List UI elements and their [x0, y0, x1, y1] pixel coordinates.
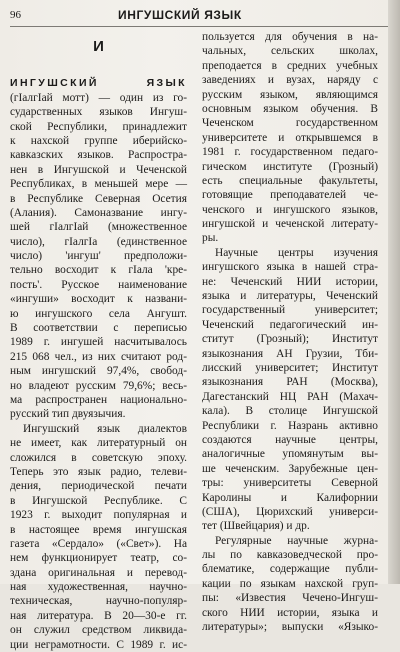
- text-line: ная литература. В 20—30-е гг.: [10, 609, 187, 622]
- text-line: тельно восходит к гIала 'кре-: [10, 264, 187, 277]
- text-line: 1989 г. ингушей насчитывалось: [10, 336, 187, 349]
- text-line: гическом институте (Грозный): [202, 160, 378, 173]
- text-line: нен в Ингушской и Чеченской: [10, 163, 187, 176]
- column-left: [10, 30, 187, 652]
- text-line: чальных, сельских школах,: [202, 45, 378, 58]
- text-line: создаются научные центры,: [202, 433, 378, 446]
- text-line: число) 'ингуш' предположи-: [10, 250, 187, 263]
- text-line: блематике, содержащие публи-: [202, 563, 378, 576]
- entry-title: ИНГУШСКИЙ ЯЗЫК: [10, 77, 187, 90]
- text-line: русский тип двуязычия.: [10, 408, 126, 421]
- text-line: ным ингушский 97,4%, свобод-: [10, 365, 187, 378]
- text-line: ской Республики, принадлежит: [10, 120, 187, 133]
- text-line: языкознания РАН (Москва),: [202, 376, 378, 389]
- text-line: здана оригинальная и перевод-: [10, 566, 187, 579]
- text-line: Чеченский педагогический ин-: [202, 318, 378, 331]
- text-line: ции неграмотности. С 1989 г. ис-: [10, 638, 187, 651]
- text-line: университете и открывшемся в: [202, 131, 378, 144]
- text-line: число), гIалгIа (единственное: [10, 235, 187, 248]
- text-line: аналогичные упомянутым вы-: [202, 448, 378, 461]
- text-line: 1981 г. государственном педаго-: [202, 146, 378, 159]
- text-line: но владеют русским 79,6%; весь-: [10, 379, 187, 392]
- text-line: ма распространен национально-: [10, 394, 187, 406]
- text-line: «ингуши» восходит к названи-: [10, 293, 187, 306]
- text-line: 215 068 чел., из них считают род-: [10, 350, 187, 363]
- text-line: Дагестанский НЦ РАН (Махач-: [202, 390, 378, 403]
- text-line: лы по кавказоведческой про-: [202, 549, 378, 562]
- text-line: сложился в советскую эпоху.: [10, 451, 187, 464]
- text-line: ю ингушского села Ангушт.: [10, 307, 187, 320]
- text-line: ная художественная, научно-: [10, 581, 187, 594]
- text-line: тры: университеты Северной: [202, 477, 378, 490]
- text-line: заведениях и вузах, наряду с: [202, 74, 378, 87]
- text-line: Ингушский язык диалектов: [23, 422, 187, 435]
- text-line: не имеет, как литературный он: [10, 437, 187, 450]
- text-line: литературы»; выпуски «Языко-: [202, 621, 378, 634]
- text-line: языкознания АН Грузии, Тби-: [202, 347, 378, 360]
- text-line: ингушской и чеченской литерату-: [202, 218, 378, 231]
- text-line: тет (Швейцария) и др.: [202, 520, 310, 533]
- text-line: пы: «Известия Чечено-Ингуш-: [202, 592, 378, 605]
- text-line: 1923 г. выходит популярная и: [10, 509, 187, 522]
- text-line: Научные центры изучения: [215, 246, 378, 259]
- text-line: есть специальные факультеты,: [202, 174, 378, 187]
- text-line: ингушского языка в нашей стра-: [202, 261, 378, 274]
- text-line: русским языком, являющимся: [202, 88, 378, 101]
- running-head: ИНГУШСКИЙ ЯЗЫК: [118, 8, 242, 22]
- text-line: языка и литературы, Чеченский: [202, 290, 378, 303]
- page-header: [10, 6, 388, 27]
- text-line: кала). В столице Ингушской: [202, 405, 378, 418]
- text-line: кавказских языков. Распростра-: [10, 149, 187, 162]
- text-line: техническая, научно-популяр-: [10, 595, 187, 608]
- text-line: ститут (Грозный); Институт: [202, 333, 378, 346]
- column-right-text: [202, 30, 378, 634]
- text-line: государственный университет;: [202, 304, 378, 317]
- text-line: сударственных языков Ингуш-: [10, 106, 187, 119]
- text-line: [10, 76, 187, 90]
- text-line: готовящие преподавателей че-: [202, 189, 378, 202]
- text-line: газета «Сердало» («Свет»). На: [10, 537, 187, 550]
- text-line: не: Чеченский НИИ истории,: [202, 275, 378, 288]
- book-spine-edge: [388, 0, 400, 584]
- text-line: в настоящее время ингушская: [10, 523, 187, 536]
- text-line: Чеченском государственном: [202, 117, 378, 130]
- text-line: Республиках, в меньшей мере —: [10, 178, 187, 191]
- text-line: Теперь это язык радио, телеви-: [10, 465, 187, 478]
- text-line: В соответствии с переписью: [10, 322, 187, 335]
- column-right: [202, 30, 378, 634]
- text-line: шей гIалгIай (множественное: [10, 221, 187, 234]
- text-line: Каролины и Калифорнии: [202, 491, 378, 504]
- text-line: в Республике Северная Осетия: [10, 192, 187, 205]
- text-line: ского НИИ истории, языка и: [202, 606, 378, 619]
- text-line: нем функционирует театр, со-: [10, 552, 187, 565]
- text-line: к нахской группе иберийско-: [10, 134, 187, 147]
- section-letter: И: [93, 38, 104, 55]
- text-line: в Ингушской Республике. С: [10, 494, 187, 507]
- column-left-text: [10, 76, 187, 652]
- text-line: пользуется для обучения в на-: [202, 31, 378, 43]
- page-number: 96: [10, 9, 21, 21]
- text-line: (США), Цюрихский универси-: [202, 505, 378, 518]
- text-line: ры.: [202, 232, 219, 245]
- text-line: Регулярные научные журна-: [215, 534, 378, 547]
- text-line: он служил средством ликвида-: [10, 624, 187, 637]
- text-line: дения, периодической печати: [10, 480, 187, 493]
- text-line: ше чеченским. Зарубежные цен-: [202, 462, 378, 475]
- text-line: ченского и ингушского языков,: [202, 203, 378, 216]
- text-line: пость'. Русское наименование: [10, 278, 187, 291]
- text-line: Республики г. Назрань активно: [202, 419, 378, 432]
- text-line: (Алания). Самоназвание ингу-: [10, 206, 187, 219]
- text-line: (гIалгIай мотт) — один из го-: [10, 91, 187, 104]
- text-line: основным языком обучения. В: [202, 102, 378, 115]
- text-line: преподается в средних учебных: [202, 59, 378, 72]
- text-line: кации по языкам нахской груп-: [202, 577, 378, 590]
- text-line: лисский университет; Институт: [202, 361, 378, 374]
